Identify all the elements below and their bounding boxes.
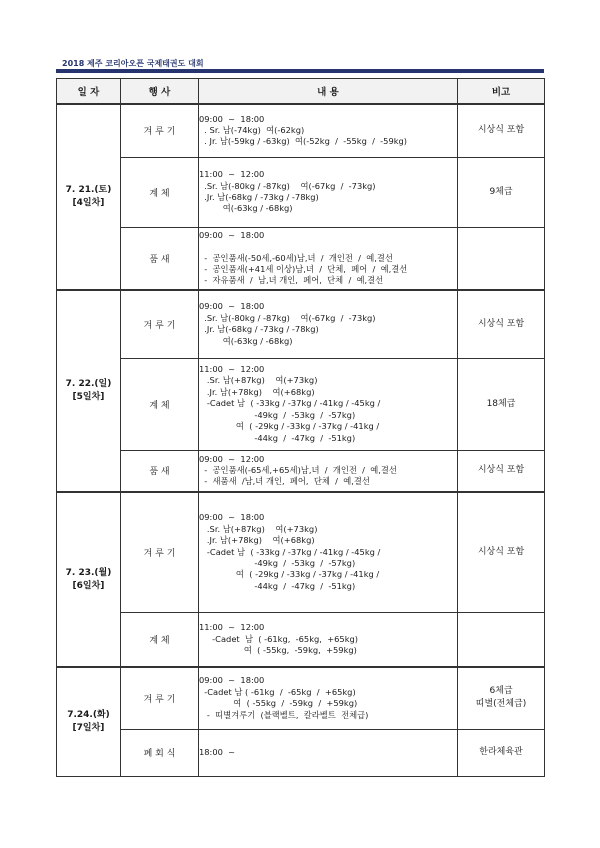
note-cell <box>458 227 545 290</box>
date-main: 7. 23.(월) <box>65 567 112 578</box>
note-cell: 9체급 <box>458 157 545 227</box>
note-cell: 시상식 포함 <box>458 104 545 157</box>
content-cell: 18:00 ~ <box>199 729 458 776</box>
content-cell: 09:00 ~ 18:00 .Sr. 남(+87kg) 여(+73kg) .Jr. 남(+78kg) 여(+68kg) -Cadet 남 ( -33kg / -37kg / -41kg / -45kg / -49kg / -53kg / -57kg) 여 ( -29kg / -33kg / -37kg / -41kg / -44kg / -47kg / -51kg) <box>199 492 458 612</box>
note-cell <box>458 612 545 667</box>
schedule-table <box>56 78 545 777</box>
date-main: 7. 22.(일) <box>65 379 112 389</box>
col-header-event: 행 사 <box>121 79 199 105</box>
content-cell: 11:00 ~ 12:00 -Cadet 남 ( -61kg, -65kg, +65kg) 여 ( -55kg, -59kg, +59kg) <box>199 612 458 667</box>
col-header-content: 내 용 <box>199 79 458 105</box>
col-header-date: 일 자 <box>57 79 121 105</box>
content-cell: 09:00 ~ 18:00 .Sr. 남(-80kg / -87kg) 여(-67kg / -73kg) .Jr. 남(-68kg / -73kg / -78kg) 여(-63kg / -68kg) <box>199 290 458 358</box>
event-cell: 겨 루 기 <box>121 104 199 157</box>
table-row <box>57 492 545 612</box>
date-cell <box>57 104 121 290</box>
table-row <box>57 450 545 492</box>
table-row <box>57 358 545 450</box>
date-cell <box>57 290 121 492</box>
content-cell: 11:00 ~ 12:00 .Sr. 남(-80kg / -87kg) 여(-67kg / -73kg) .Jr. 남(-68kg / -73kg / -78kg) 여(-63kg / -68kg) <box>199 157 458 227</box>
col-header-note: 비고 <box>458 79 545 105</box>
note-cell: 6체급 띠별(전체급) <box>458 667 545 729</box>
content-cell: 09:00 ~ 18:00 -Cadet 남 ( -61kg / -65kg / +65kg) 여 ( -55kg / -59kg / +59kg) - 띠별겨루기 (블랙벨트, 칼라벨트 전체급) <box>199 667 458 729</box>
table-row <box>57 729 545 776</box>
date-sub: [4일차] <box>72 198 105 208</box>
content-cell: 09:00 ~ 18:00 . Sr. 남(-74kg) 여(-62kg) . Jr. 남(-59kg / -63kg) 여(-52kg / -55kg / -59kg) <box>199 104 458 157</box>
date-sub: [6일차] <box>72 580 105 591</box>
event-cell: 겨 루 기 <box>121 667 199 729</box>
table-row <box>57 157 545 227</box>
date-sub: [5일차] <box>72 392 105 402</box>
table-row <box>57 667 545 729</box>
date-sub: [7일차] <box>72 722 105 733</box>
table-row <box>57 104 545 157</box>
date-cell <box>57 667 121 776</box>
event-cell: 품 새 <box>121 450 199 492</box>
event-cell: 겨 루 기 <box>121 492 199 612</box>
event-cell: 품 새 <box>121 227 199 290</box>
header-row <box>57 79 545 105</box>
event-cell: 겨 루 기 <box>121 290 199 358</box>
content-cell: 11:00 ~ 12:00 .Sr. 남(+87kg) 여(+73kg) .Jr. 남(+78kg) 여(+68kg) -Cadet 남 ( -33kg / -37kg / -41kg / -45kg / -49kg / -53kg / -57kg) 여 ( -29kg / -33kg / -37kg / -41kg / -44kg / -47kg / -51kg) <box>199 358 458 450</box>
table-row <box>57 290 545 358</box>
date-main: 7.24.(화) <box>67 709 110 720</box>
table-row <box>57 227 545 290</box>
event-cell: 계 체 <box>121 157 199 227</box>
note-cell: 시상식 포함 <box>458 290 545 358</box>
date-cell <box>57 492 121 667</box>
content-cell: 09:00 ~ 12:00 - 공인품새(-65세,+65세)남,녀 / 개인전 / 예,결선 - 새품새 /남,녀 개인, 페어, 단체 / 예,결선 <box>199 450 458 492</box>
document-title: 2018 제주 코리아오픈 국제태권도 대회 <box>62 59 204 68</box>
event-cell: 폐 회 식 <box>121 729 199 776</box>
note-cell: 시상식 포함 <box>458 492 545 612</box>
event-cell: 계 체 <box>121 612 199 667</box>
event-cell: 계 체 <box>121 358 199 450</box>
note-cell: 18체급 <box>458 358 545 450</box>
table-row <box>57 612 545 667</box>
title-rule <box>56 69 544 73</box>
date-main: 7. 21.(토) <box>65 185 112 195</box>
note-cell: 한라체육관 <box>458 729 545 776</box>
content-cell: 09:00 ~ 18:00 - 공인품새(-50세,-60세)남,녀 / 개인전 / 예,결선 - 공인품새(+41세 이상)남,녀 / 단체, 페어 / 예,결선 - 자유품새 / 남,녀 개인, 페어, 단체 / 예,결선 <box>199 227 458 290</box>
note-cell: 시상식 포함 <box>458 450 545 492</box>
